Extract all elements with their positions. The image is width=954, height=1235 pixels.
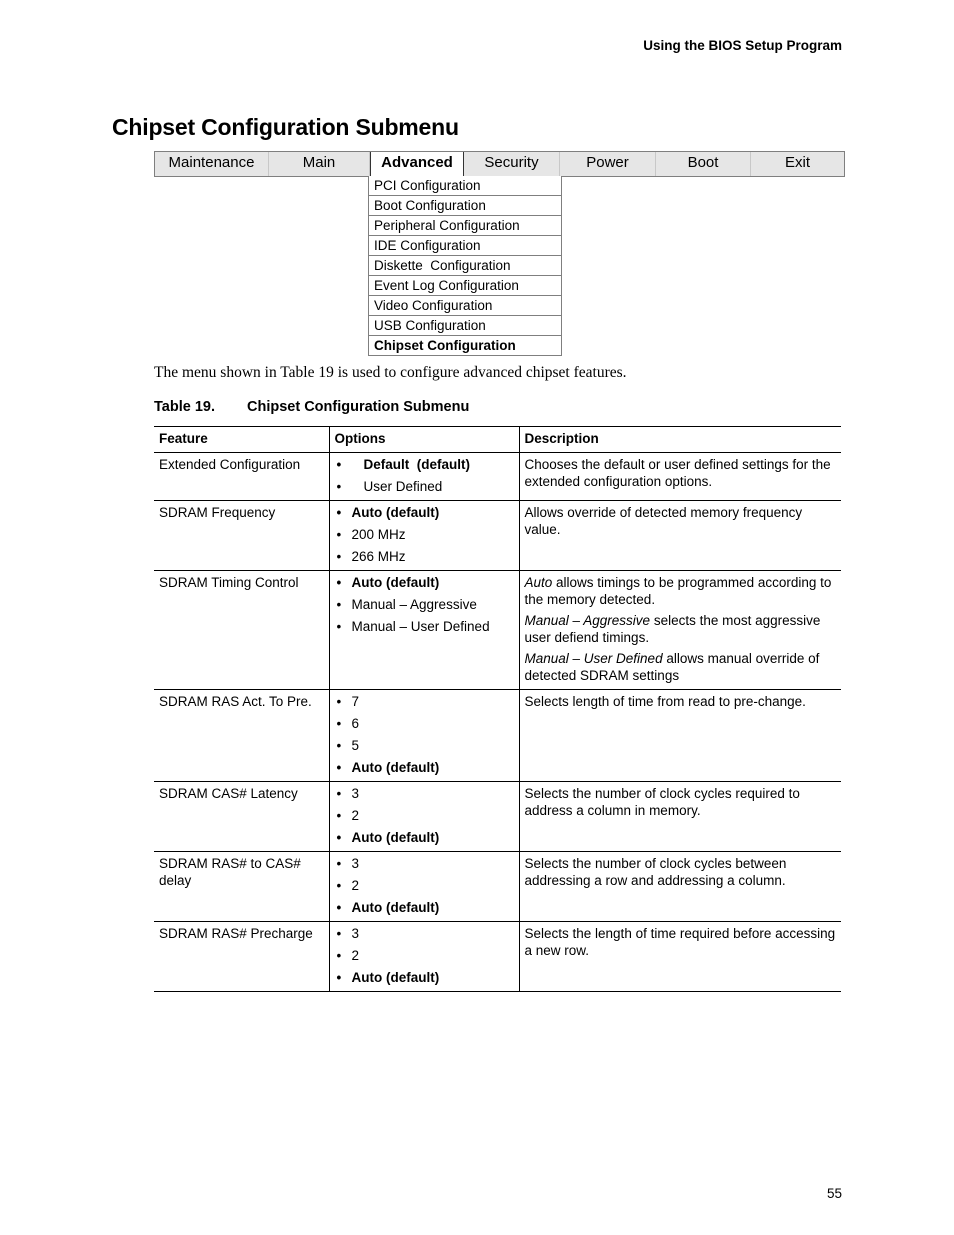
option-item: • 3 — [335, 925, 514, 942]
tab-power[interactable]: Power — [560, 152, 656, 176]
description-detail: allows manual override of detected SDRAM settings — [524, 651, 820, 683]
description-text — [525, 650, 837, 684]
options-cell — [329, 690, 519, 782]
tab-security[interactable]: Security — [464, 152, 560, 176]
option-item: • Auto (default) — [335, 969, 514, 986]
description-text: Selects the length of time required before accessing a new row. — [524, 926, 836, 958]
description-term: Manual – Aggressive — [524, 613, 651, 628]
feature-cell: SDRAM CAS# Latency — [159, 786, 298, 801]
option-item: • Auto (default) — [335, 829, 514, 846]
submenu-item-event-log[interactable]: Event Log Configuration — [369, 275, 561, 295]
option-item: • Auto (default) — [335, 759, 514, 776]
option-item: • Default (default) — [335, 456, 514, 473]
options-cell — [329, 453, 519, 501]
feature-cell: Extended Configuration — [159, 457, 301, 472]
submenu-item-usb[interactable]: USB Configuration — [369, 315, 561, 335]
header-description: Description — [519, 427, 841, 453]
options-cell — [329, 922, 519, 992]
option-item: • User Defined — [335, 478, 514, 495]
tab-main[interactable]: Main — [269, 152, 370, 176]
description-cell — [519, 453, 841, 501]
table-caption-title: Chipset Configuration Submenu — [247, 399, 470, 415]
submenu-item-ide[interactable]: IDE Configuration — [369, 235, 561, 255]
description-detail: allows timings to be programmed according to the memory detected. — [524, 575, 832, 607]
submenu-item-chipset[interactable]: Chipset Configuration — [369, 335, 561, 355]
table-row — [154, 501, 841, 571]
description-text — [525, 574, 837, 608]
description-term: Manual – User Defined — [524, 651, 663, 666]
option-item: • 266 MHz — [335, 548, 514, 565]
description-cell — [519, 852, 841, 922]
option-item: • 6 — [335, 715, 514, 732]
feature-cell: SDRAM RAS# to CAS# delay — [159, 856, 301, 888]
table-row — [154, 922, 841, 992]
description-cell — [519, 571, 841, 690]
options-cell — [329, 501, 519, 571]
submenu-item-diskette[interactable]: Diskette Configuration — [369, 255, 561, 275]
description-term: Auto — [524, 575, 553, 590]
submenu-item-boot[interactable]: Boot Configuration — [369, 195, 561, 215]
option-item: • Auto (default) — [335, 574, 514, 591]
option-item: • Manual – User Defined — [335, 618, 514, 635]
option-item: • Manual – Aggressive — [335, 596, 514, 613]
option-item: • 5 — [335, 737, 514, 754]
option-item: • 3 — [335, 785, 514, 802]
description-cell — [519, 782, 841, 852]
table-row — [154, 852, 841, 922]
option-item: • Auto (default) — [335, 899, 514, 916]
description-text: Allows override of detected memory frequency value. — [524, 505, 803, 537]
options-cell — [329, 852, 519, 922]
tab-boot[interactable]: Boot — [656, 152, 751, 176]
table-header-row — [154, 427, 841, 453]
table-row — [154, 453, 841, 501]
page-number: 55 — [826, 1186, 842, 1201]
feature-cell: SDRAM RAS# Precharge — [159, 926, 313, 941]
option-item: • 2 — [335, 807, 514, 824]
submenu-item-peripheral[interactable]: Peripheral Configuration — [369, 215, 561, 235]
option-item: • Auto (default) — [335, 504, 514, 521]
table-caption-number: Table 19. — [154, 399, 215, 415]
description-cell — [519, 690, 841, 782]
options-cell — [329, 782, 519, 852]
options-cell — [329, 571, 519, 690]
table-row — [154, 782, 841, 852]
description-text: Selects length of time from read to pre-change. — [524, 694, 806, 709]
table-caption — [154, 399, 469, 415]
tab-exit[interactable]: Exit — [784, 154, 810, 171]
advanced-submenu — [368, 176, 562, 356]
table-row — [154, 690, 841, 782]
intro-paragraph: The menu shown in Table 19 is used to configure advanced chipset features. — [154, 364, 627, 381]
option-item: • 7 — [335, 693, 514, 710]
page-title: Chipset Configuration Submenu — [112, 114, 459, 140]
description-detail: selects the most aggressive user defiend timings. — [524, 613, 821, 645]
header-options: Options — [329, 427, 519, 453]
feature-cell: SDRAM RAS Act. To Pre. — [159, 694, 312, 709]
bios-menu-bar — [154, 151, 845, 177]
feature-cell: SDRAM Timing Control — [159, 575, 299, 590]
chipset-features-table — [154, 426, 841, 992]
option-item: • 2 — [335, 947, 514, 964]
description-cell — [519, 922, 841, 992]
description-text: Selects the number of clock cycles between addressing a row and addressing a column. — [524, 856, 787, 888]
description-text: Selects the number of clock cycles required to address a column in memory. — [524, 786, 800, 818]
tab-advanced[interactable]: Advanced — [370, 152, 464, 177]
option-item: • 200 MHz — [335, 526, 514, 543]
option-item: • 3 — [335, 855, 514, 872]
feature-cell: SDRAM Frequency — [159, 505, 276, 520]
running-header: Using the BIOS Setup Program — [643, 38, 842, 53]
header-feature: Feature — [159, 431, 208, 446]
table-row — [154, 571, 841, 690]
submenu-item-pci[interactable]: PCI Configuration — [374, 178, 481, 193]
description-text: Chooses the default or user defined settings for the extended configuration options. — [524, 457, 831, 489]
option-item: • 2 — [335, 877, 514, 894]
description-cell — [519, 501, 841, 571]
tab-maintenance[interactable]: Maintenance — [155, 152, 269, 176]
description-text — [525, 612, 837, 646]
submenu-item-video[interactable]: Video Configuration — [369, 295, 561, 315]
